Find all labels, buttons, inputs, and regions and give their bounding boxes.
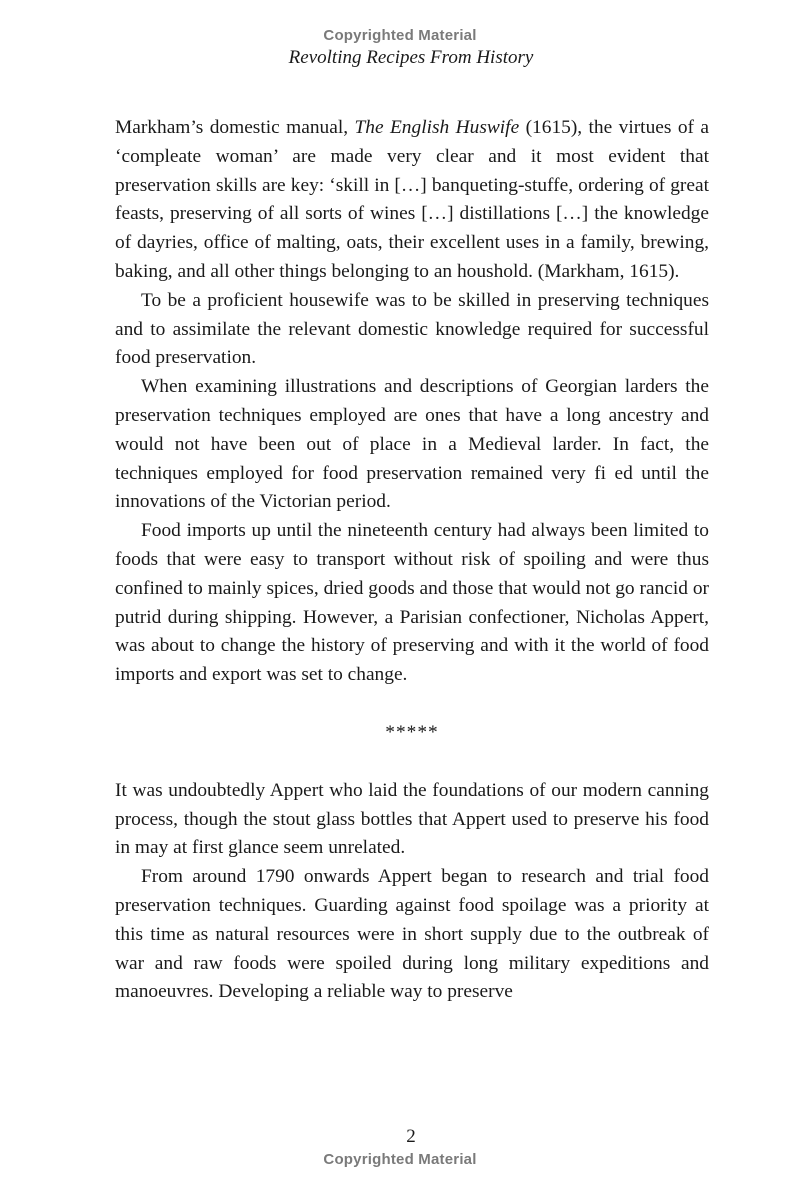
paragraph-text: Markham’s domestic manual, xyxy=(115,117,355,138)
section-separator: ***** xyxy=(385,721,439,743)
paragraph xyxy=(115,114,709,287)
page-number: 2 xyxy=(406,1126,416,1147)
running-head: Revolting Recipes From History xyxy=(288,47,534,68)
body-text xyxy=(115,114,709,1007)
paragraph: It was undoubtedly Appert who laid the foundations of our modern canning process, though the stout glass bottles that Appert used to preserve his food in may at first glance seem unrelated. xyxy=(115,779,709,859)
paragraph: From around 1790 onwards Appert began to research and trial food preservation techniques. Guarding against food spoilage was a priority at this time as natural resources were in short supply due to the outbreak of war and raw foods were spoiled during long military expeditions and manoeuvres. Developing a reliable way to preserve xyxy=(115,866,709,1003)
paragraph: To be a proficient housewife was to be skilled in preserving techniques and to assimilate the relevant domestic knowledge required for successful food preservation. xyxy=(115,289,709,369)
copyright-watermark-top: Copyrighted Material xyxy=(323,27,477,44)
paragraph: When examining illustrations and descriptions of Georgian larders the preservation techniques employed are ones that have a long ancestry and would not have been out of place in a Medieval larder. In fact, the techniques employed for food preservation remained very fi ed until the innovations of the Victorian period. xyxy=(115,376,709,513)
copyright-watermark-bottom: Copyrighted Material xyxy=(323,1151,477,1168)
paragraph-text: (1615), the virtues of a ‘compleate woman’ are made very clear and it most evident that preservation skills are key: ‘skill in […] banqueting-stuffe, ordering of great feasts, preserving of all sorts of wines […] distillations […] the knowledge of dayries, office of malting, oats, their excellent uses in a family, brewing, baking, and all other things belonging to an houshold. (Markham, 1615). xyxy=(115,117,709,282)
paragraph: Food imports up until the nineteenth century had always been limited to foods that were easy to transport without risk of spoiling and were thus confined to mainly spices, dried goods and those that would not go rancid or putrid during shipping. However, a Parisian confectioner, Nicholas Appert, was about to change the history of preserving and with it the world of food imports and export was set to change. xyxy=(115,520,709,686)
book-title: The English Huswife xyxy=(354,117,520,138)
